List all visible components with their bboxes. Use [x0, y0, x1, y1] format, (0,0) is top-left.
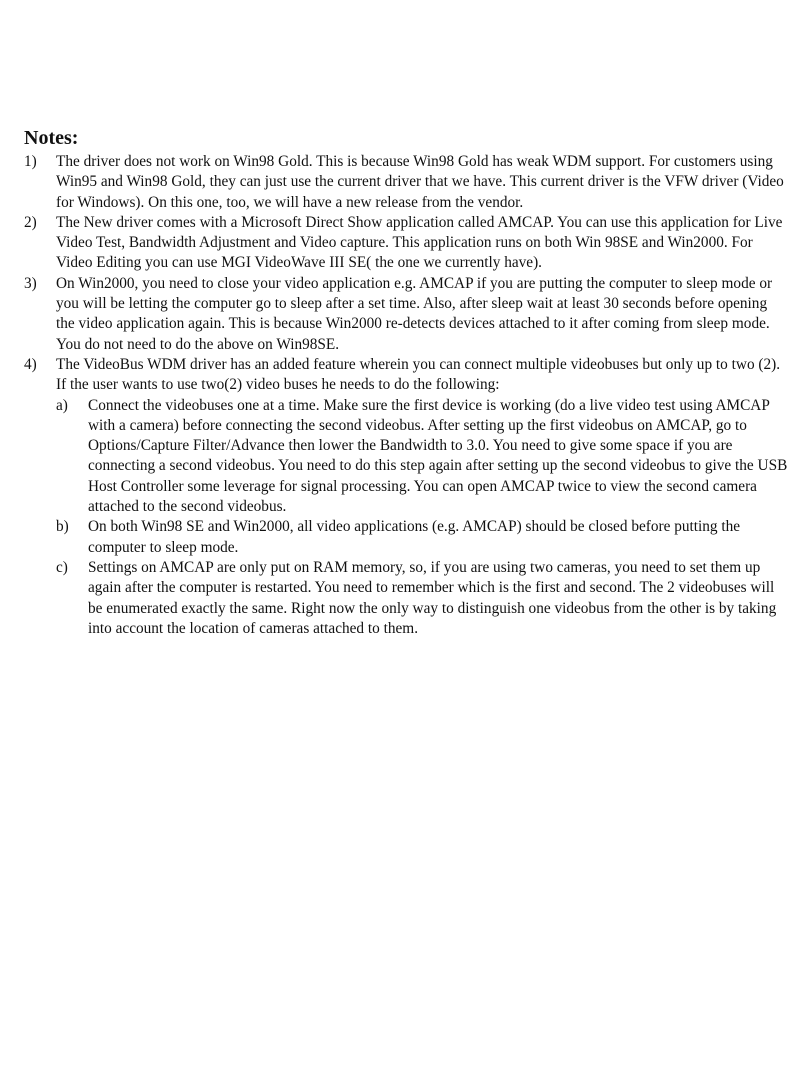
note-number: 1) — [24, 153, 37, 170]
note-text: The VideoBus WDM driver has an added feature wherein you can connect multiple videobuses but only up to two (2). If the user wants to use two(2) video buses he needs to do the following: — [56, 355, 781, 394]
note-text: The driver does not work on Win98 Gold. This is because Win98 Gold has weak WDM support. For customers using Win95 and Win98 Gold, they can just use the current driver that we have. This current driver is the VFW driver (Video for Windows). On this one, too, we will have a new release from the vendor. — [56, 153, 784, 211]
notes-list — [24, 152, 788, 639]
note-item — [24, 355, 788, 639]
note-item — [24, 213, 788, 274]
note-text: On Win2000, you need to close your video application e.g. AMCAP if you are putting the computer to sleep mode or you will be letting the computer go to sleep after a set time. Also, after sleep wait at least 30 seconds before opening the video application again. This is because Win2000 re-detects devices attached to it after coming from sleep mode. You do not need to do the above on Win98SE. — [56, 274, 773, 353]
note-item — [24, 152, 788, 213]
note-subitem — [56, 558, 788, 639]
subitem-letter: c) — [56, 558, 68, 576]
subitem-letter: b) — [56, 518, 69, 536]
subitem-text: Connect the videobuses one at a time. Make sure the first device is working (do a live video test using AMCAP with a camera) before connecting the second videobus. After setting up the first videobus on AMCAP, go to Options/Capture Filter/Advance then lower the Bandwidth to 3.0. You need to give some space if you are connecting a second videobus. You need to do this step again after setting up the second videobus to give the USB Host Controller some leverage for signal processing. You can open AMCAP twice to view the second camera attached to the second videobus. — [88, 396, 788, 516]
subitem-text: Settings on AMCAP are only put on RAM memory, so, if you are using two cameras, you need to set them up again after the computer is restarted. You need to remember which is the first and second. The 2 videobuses will be enumerated exactly the same. Right now the only way to distinguish one videobus from the other is by taking into account the location of cameras attached to them. — [88, 558, 777, 637]
subitem-letter: a) — [56, 396, 68, 414]
subitem-text: On both Win98 SE and Win2000, all video applications (e.g. AMCAP) should be closed before putting the computer to sleep mode. — [88, 518, 741, 556]
note-number: 2) — [24, 213, 37, 231]
note-text: The New driver comes with a Microsoft Direct Show application called AMCAP. You can use this application for Live Video Test, Bandwidth Adjustment and Video capture. This application runs on both Win 98SE and Win2000. For Video Editing you can use MGI VideoWave III SE( the one we currently have). — [56, 213, 783, 272]
document-page — [24, 126, 788, 639]
notes-heading: Notes: — [24, 127, 79, 149]
note-number: 4) — [24, 355, 37, 373]
note-sublist — [56, 396, 788, 640]
note-subitem — [56, 396, 788, 518]
note-item — [24, 274, 788, 355]
note-number: 3) — [24, 274, 37, 292]
note-subitem — [56, 517, 788, 558]
